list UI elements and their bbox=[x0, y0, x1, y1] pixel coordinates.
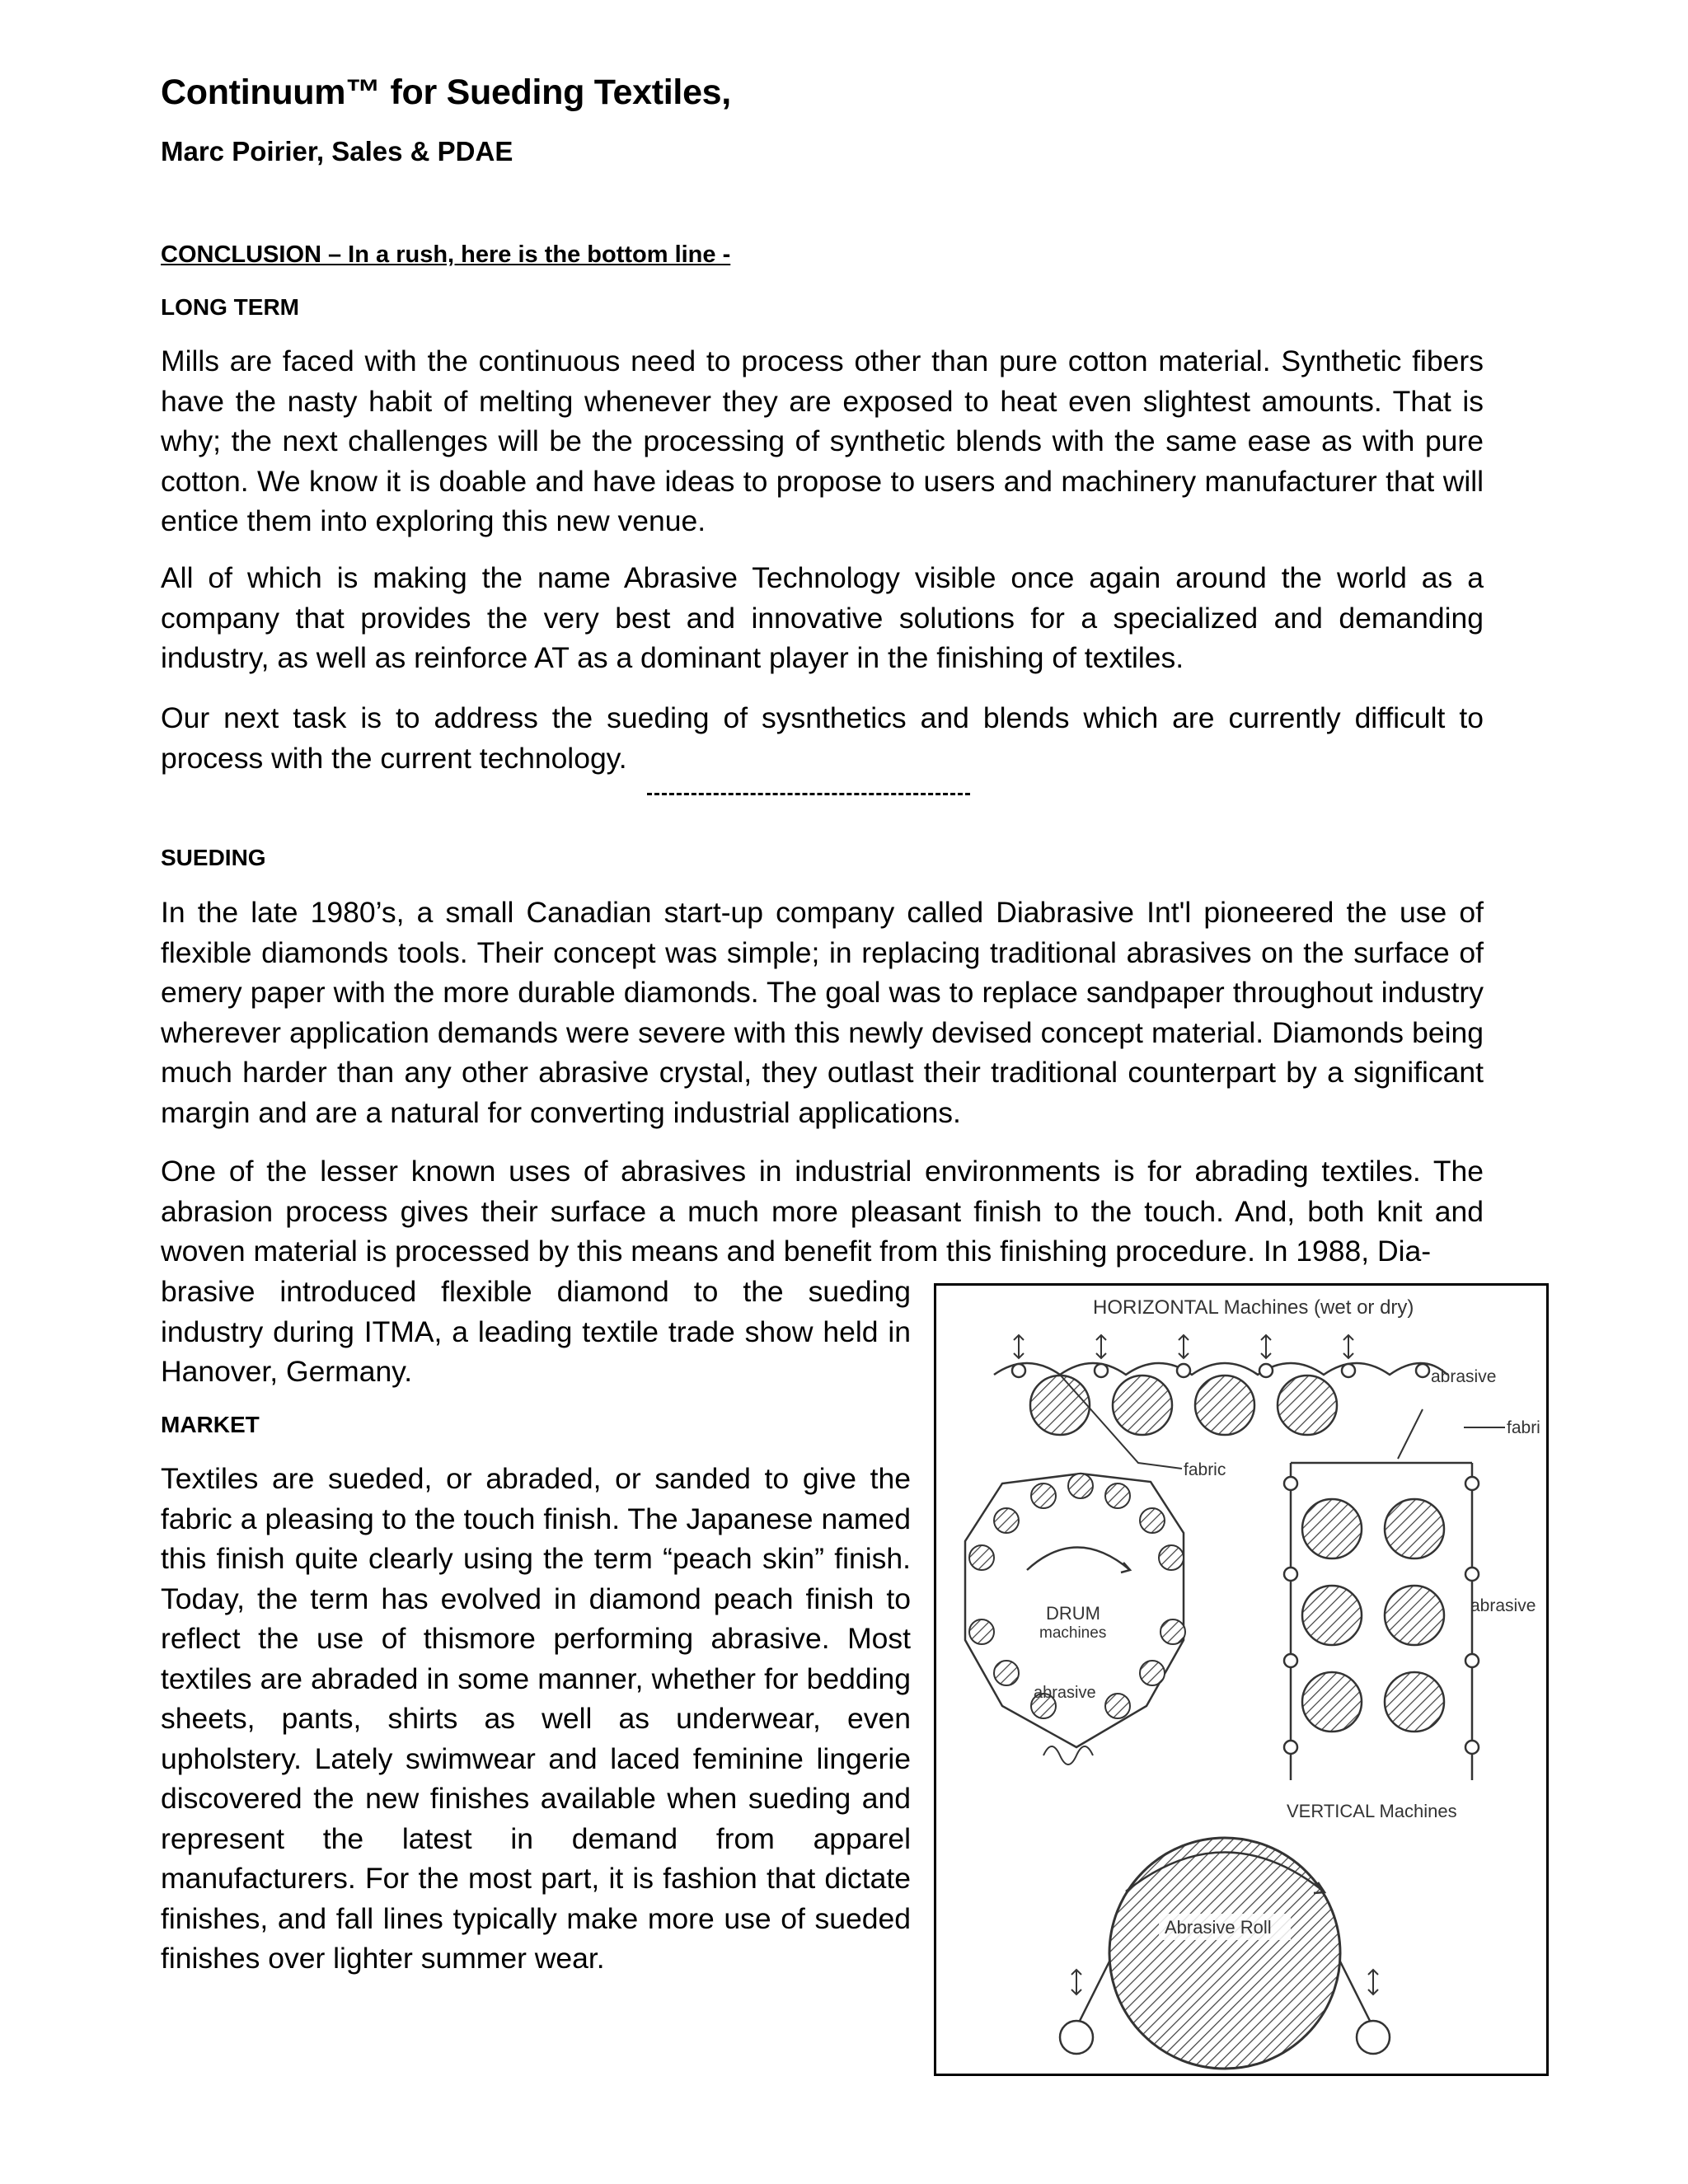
vertical-machines bbox=[1284, 1409, 1536, 1821]
abrasive-label-horizontal: abrasive bbox=[1431, 1367, 1497, 1386]
fabric-label-center: fabric bbox=[1184, 1460, 1226, 1479]
sueding-heading: SUEDING bbox=[161, 845, 266, 870]
document-author: Marc Poirier, Sales & PDAE bbox=[161, 136, 513, 166]
vertical-machines-label: VERTICAL Machines bbox=[1287, 1801, 1457, 1821]
machines-diagram bbox=[936, 1286, 1546, 2074]
section-divider bbox=[647, 793, 970, 795]
sueding-paragraph-3: brasive introduced flexible diamond to the sueding industry during ITMA, a leading textile trade show held in Hanover, Germany. bbox=[161, 1275, 911, 1388]
sueding-paragraph-2: One of the lesser known uses of abrasives in industrial environments is for abrading textiles. The abrasion process gives their surface a much more pleasant finish to the touch. And, both knit and woven material is processed by this means and benefit from this finishing procedure. In 1988, Dia- bbox=[161, 1155, 1484, 1268]
long-term-paragraph-1: Mills are faced with the continuous need to process other than pure cotton material. Synthetic fibers have the nasty habit of melting whenever they are exposed to heat even slightest amounts. That is why; the next challenges will be the processing of synthetic blends with the same ease as with pure cotton. We know it is doable and have ideas to propose to users and machinery manufacturer that will entice them into exploring this new venue. bbox=[161, 344, 1484, 537]
abrasive-label-vertical: abrasive bbox=[1470, 1596, 1536, 1615]
fabric-label-right: fabri bbox=[1507, 1418, 1540, 1437]
drum-label: DRUM bbox=[1046, 1603, 1100, 1624]
horizontal-fabric-path bbox=[994, 1363, 1447, 1375]
market-heading: MARKET bbox=[161, 1412, 260, 1437]
horizontal-machines-label: HORIZONTAL Machines (wet or dry) bbox=[1093, 1296, 1414, 1319]
drum-sub-label: machines bbox=[1039, 1624, 1107, 1642]
sueding-paragraph-1: In the late 1980’s, a small Canadian start-up company called Diabrasive Int'l pioneered the use of flexible diamonds tools. Their concept was simple; in replacing traditional abrasives on the surface of emery paper with the more durable diamonds. The goal was to replace sandpaper throughout industry wherever application demands were severe with this newly devised concept material. Diamonds being much harder than any other abrasive crystal, they outlast their traditional counterpart by a significant margin and are a natural for converting industrial applications. bbox=[161, 896, 1484, 1129]
long-term-paragraph-2: All of which is making the name Abrasive Technology visible once again around the world as a company that provides the very best and innovative solutions for a specialized and demanding industry, as well as reinforce AT as a dominant player in the finishing of textiles. bbox=[161, 561, 1484, 674]
abrasive-roll-label: Abrasive Roll bbox=[1165, 1917, 1272, 1938]
long-term-paragraph-3: Our next task is to address the sueding of sysnthetics and blends which are currently difficult to process with the current technology. bbox=[161, 701, 1484, 775]
long-term-heading: LONG TERM bbox=[161, 294, 299, 320]
document-title: Continuum™ for Sueding Textiles, bbox=[161, 73, 731, 112]
drum-machine bbox=[965, 1474, 1185, 1765]
abrasive-roll-machine bbox=[1060, 1838, 1390, 2069]
sueding-machines-figure bbox=[934, 1283, 1549, 2076]
horizontal-abrasive-rolls bbox=[1030, 1376, 1337, 1435]
market-paragraph: Textiles are sueded, or abraded, or sanded to give the fabric a pleasing to the touch finish. The Japanese named this finish quite clearly using the term “peach skin” finish. Today, the term has evolved in diamond peach finish to reflect the use of thismore performing abrasive. Most textiles are abraded in some manner, whether for bedding sheets, pants, shirts as well as underwear, even upholstery. Lately swimwear and laced feminine lingerie discovered the new finishes available when sueding and represent the latest in demand from apparel manufacturers. For the most part, it is fashion that dictate finishes, and fall lines typically make more use of sueded finishes over lighter summer wear. bbox=[161, 1462, 911, 1975]
abrasive-label-drum: abrasive bbox=[1034, 1684, 1096, 1702]
tension-arrow-icons bbox=[1014, 1335, 1353, 1358]
conclusion-heading: CONCLUSION – In a rush, here is the bottom line - bbox=[161, 241, 731, 268]
